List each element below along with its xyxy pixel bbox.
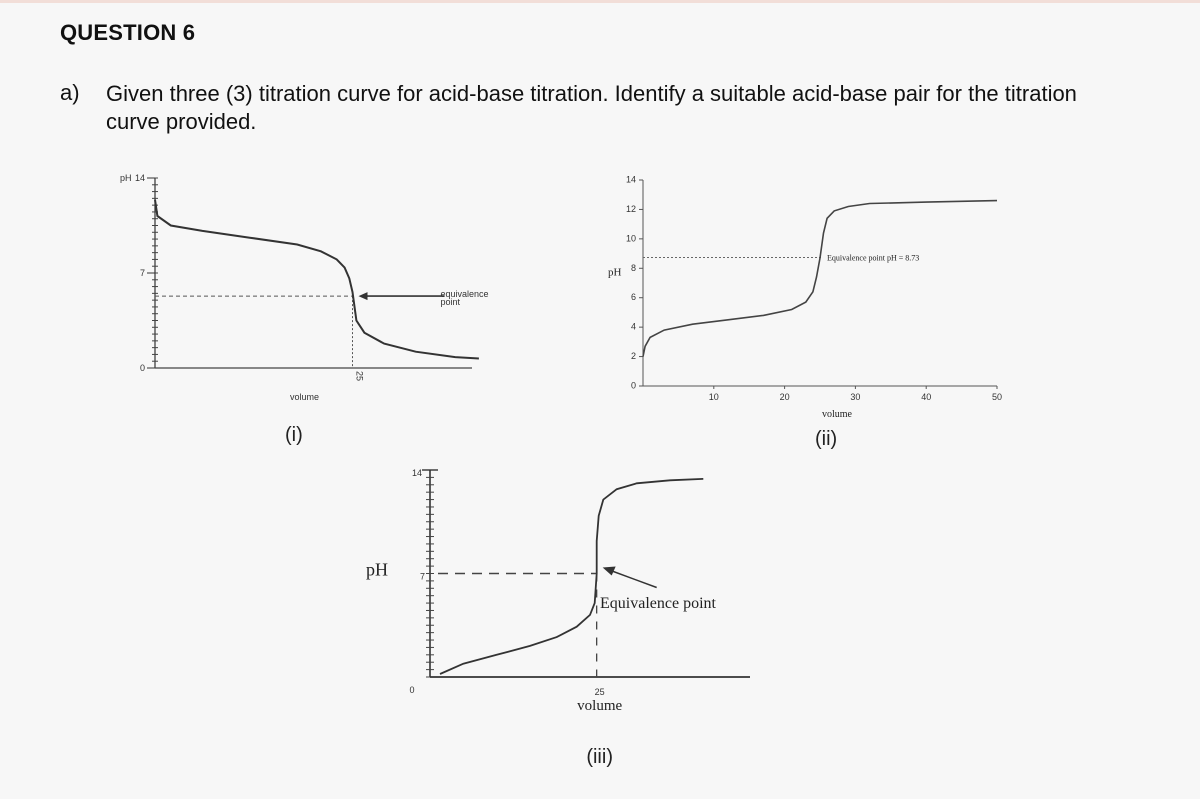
- chart-caption: (i): [285, 424, 303, 446]
- x-tick-label: 50: [991, 392, 1003, 402]
- y-axis-label: pH: [120, 173, 132, 183]
- y-tick-label: 0: [139, 363, 145, 373]
- y-tick-label: 7: [139, 268, 145, 278]
- x-tick-label: 40: [921, 392, 932, 402]
- titration-chart-i: [100, 160, 500, 450]
- equivalence-annotation: Equivalence point pH = 8.73: [827, 253, 920, 263]
- y-tick-label: 8: [630, 262, 636, 273]
- titration-chart-ii: [590, 160, 1010, 450]
- equivalence-arrow-head: [359, 292, 368, 300]
- y-tick-label: 14: [134, 173, 145, 183]
- question-text: Given three (3) titration curve for acid-base titration. Identify a suitable acid-base pair for the titration curve provided.: [106, 81, 1077, 134]
- titration-curve: [440, 479, 703, 674]
- titration-chart-iii: [350, 450, 770, 780]
- x-tick-label: 10: [708, 392, 719, 402]
- x-axis-label: volume: [290, 392, 320, 402]
- equivalence-annotation-line1: equivalence: [440, 289, 489, 300]
- x-axis-label: volume: [577, 698, 623, 714]
- x-tick-label: 25: [354, 371, 365, 382]
- x-tick-label: 25: [594, 687, 605, 697]
- equivalence-annotation-line2: point: [440, 297, 461, 308]
- y-tick-label: 6: [630, 292, 636, 303]
- top-rule: [0, 0, 1200, 3]
- titration-curve: [155, 200, 479, 359]
- equivalence-arrow-line: [611, 571, 657, 588]
- y-tick-label: 14: [625, 174, 636, 185]
- chart-caption: (ii): [815, 428, 838, 450]
- y-tick-label: 4: [630, 321, 636, 332]
- x-tick-label: 30: [850, 392, 861, 402]
- y-tick-label-7: 7: [419, 571, 425, 582]
- y-tick-label: 2: [630, 351, 636, 362]
- titration-curve: [643, 201, 997, 357]
- y-tick-label-0: 0: [409, 685, 415, 695]
- y-tick-label: 0: [630, 380, 636, 391]
- y-axis-label: pH: [608, 266, 622, 279]
- x-axis-label: volume: [822, 409, 852, 420]
- y-tick-label-14: 14: [411, 468, 422, 478]
- question-title: QUESTION 6: [60, 20, 196, 45]
- equivalence-annotation: Equivalence point: [600, 595, 716, 612]
- y-tick-label: 10: [625, 233, 636, 244]
- y-tick-label: 12: [625, 203, 636, 214]
- chart-caption: (iii): [586, 746, 613, 768]
- question-part-label: a): [60, 80, 80, 105]
- y-axis-label: pH: [366, 559, 388, 580]
- x-tick-label: 20: [779, 392, 790, 402]
